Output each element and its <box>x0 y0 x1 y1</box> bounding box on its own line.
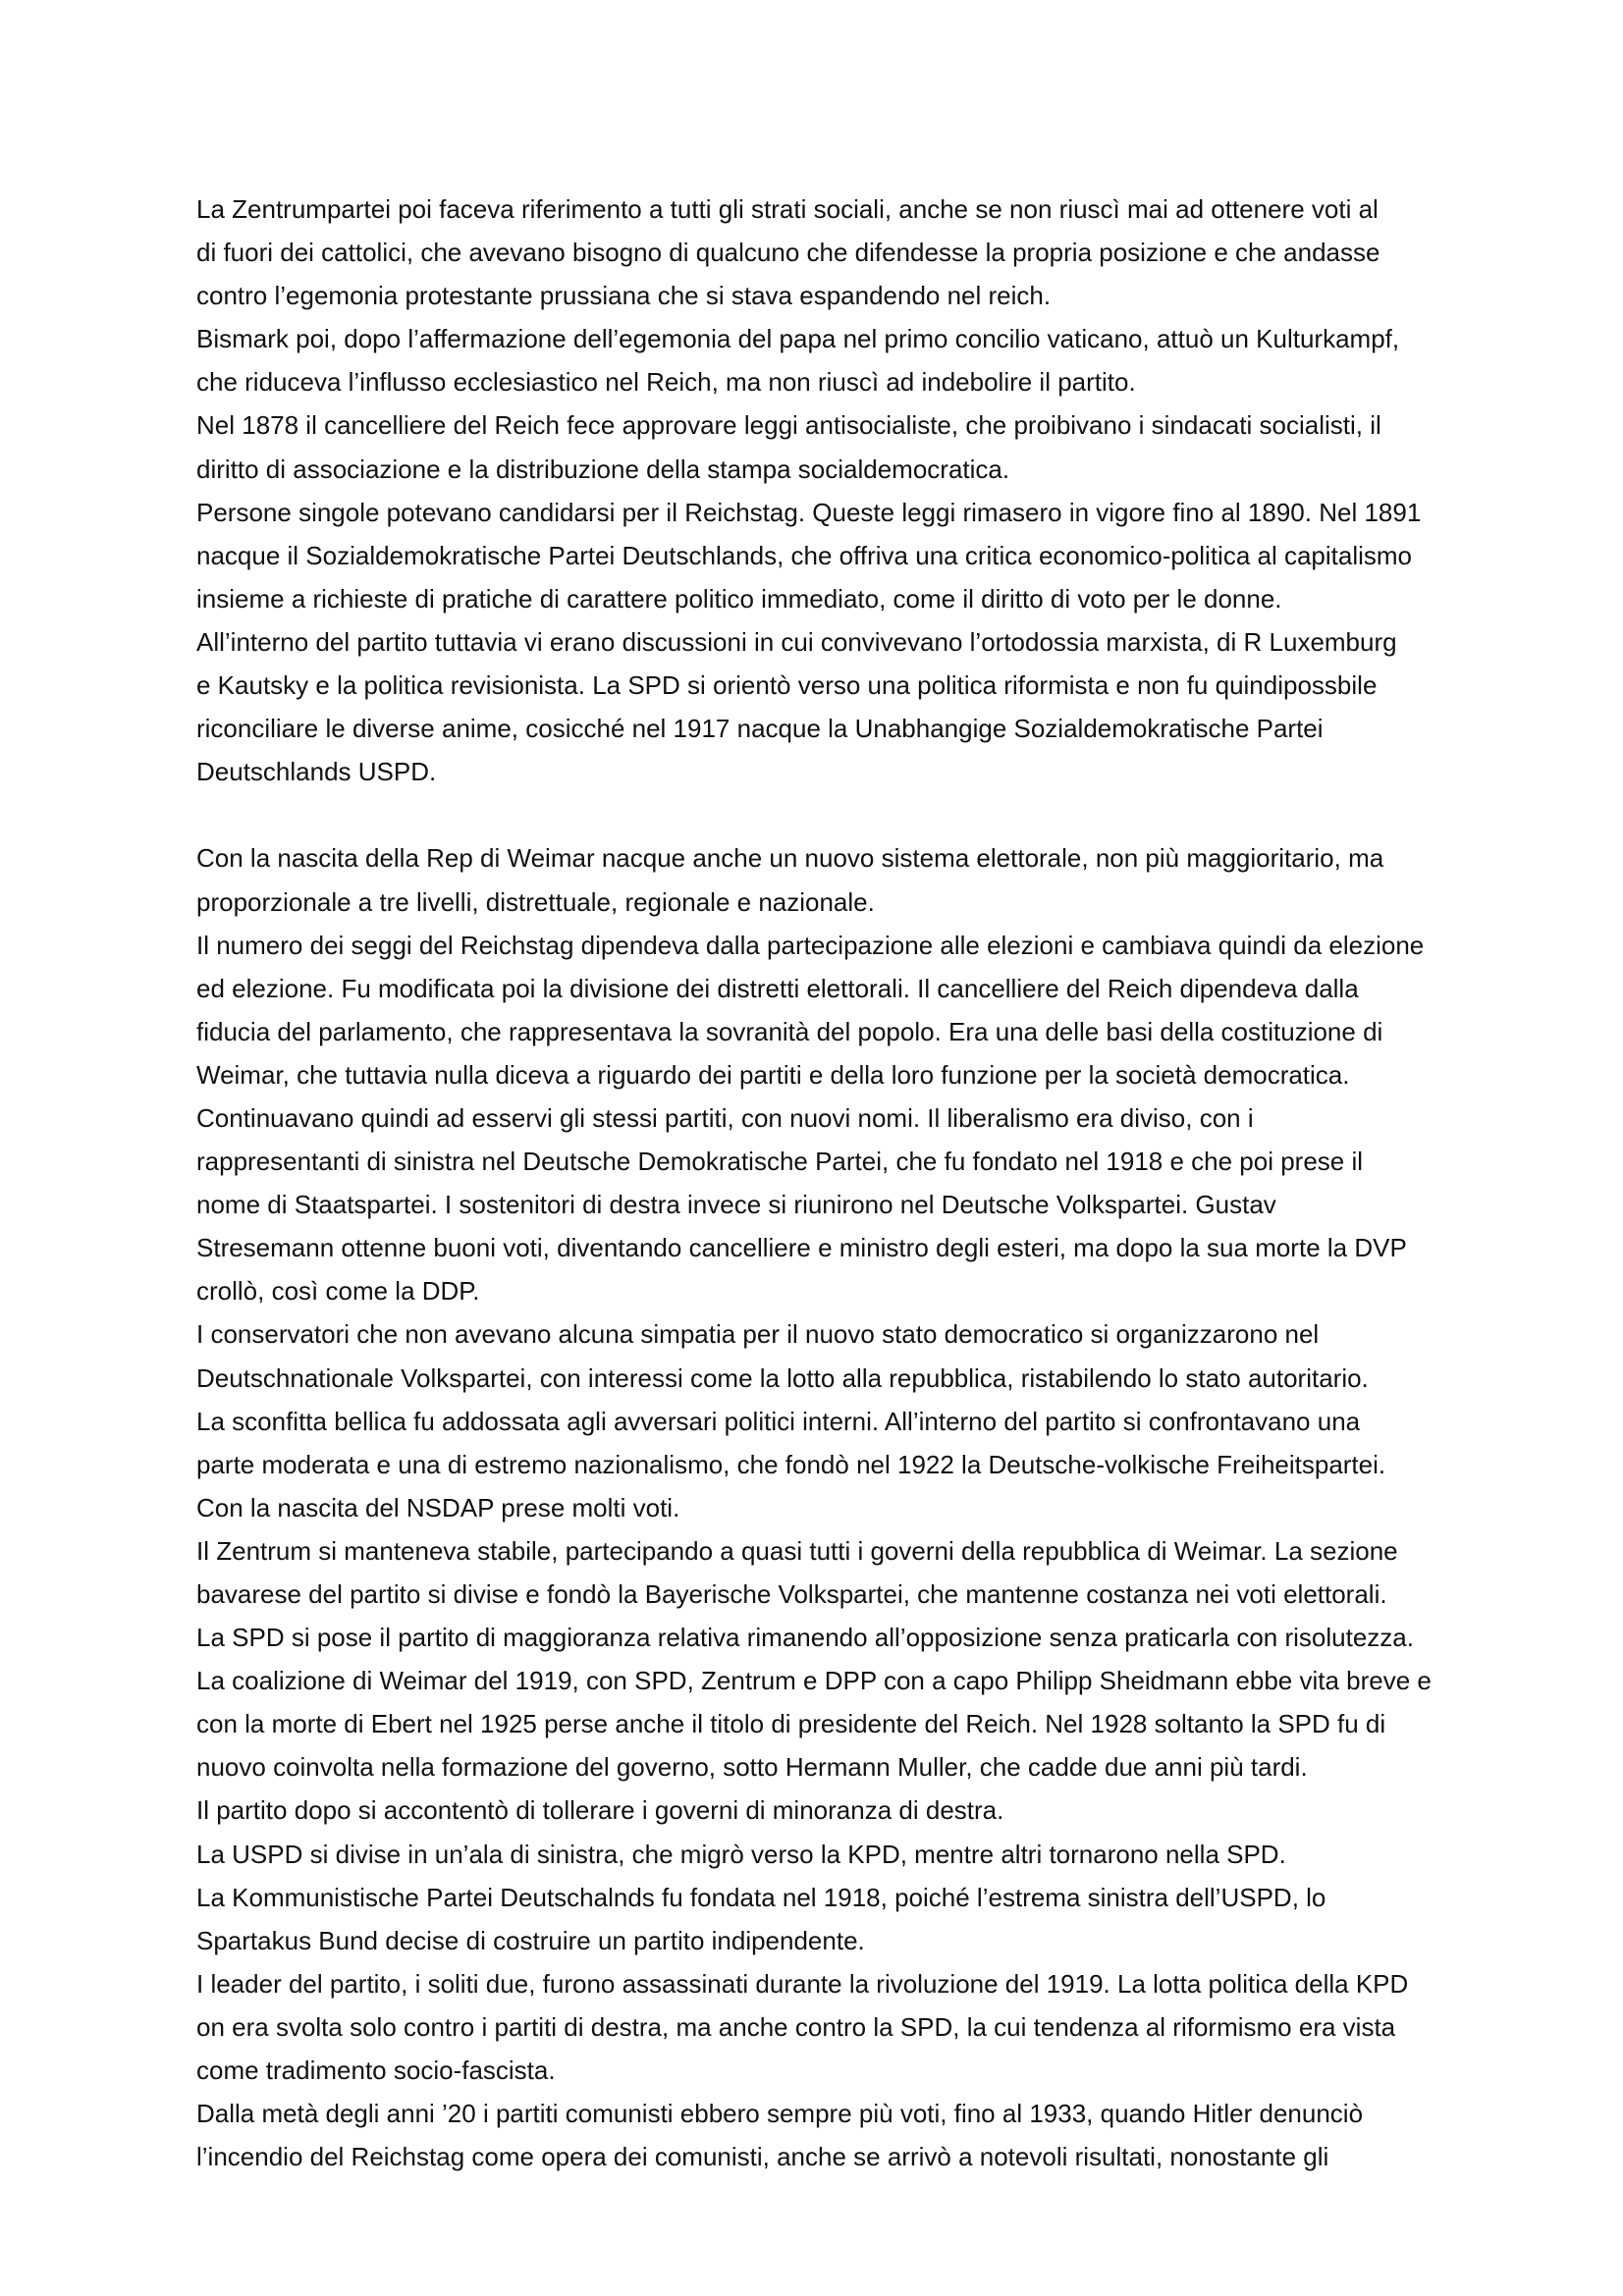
text-line: crollò, così come la DDP. <box>196 1276 480 1307</box>
text-line: Il numero dei seggi del Reichstag dipendeva dalla partecipazione alle elezioni e cambiava quindi da elezione <box>196 930 1425 960</box>
text-line: Dalla metà degli anni ’20 i partiti comunisti ebbero sempre più voti, fino al 1933, quando Hitler denunciò <box>196 2099 1364 2129</box>
text-line: La SPD si pose il partito di maggioranza relativa rimanendo all’opposizione senza praticarla con risolutezza. <box>196 1623 1414 1653</box>
paragraph-block-2 <box>196 836 1492 2178</box>
text-line: proporzionale a tre livelli, distrettuale, regionale e nazionale. <box>196 886 875 917</box>
text-line: La Zentrumpartei poi faceva riferimento a tutti gli strati sociali, anche se non riuscì mai ad ottenere voti al <box>196 194 1379 224</box>
text-line: ed elezione. Fu modificata poi la divisione dei distretti elettorali. Il cancelliere del Reich dipendeva dalla <box>196 973 1359 1003</box>
text-line: All’interno del partito tuttavia vi erano discussioni in cui convivevano l’ortodossia marxista, di R Luxemburg <box>196 626 1397 657</box>
text-line: come tradimento socio-fascista. <box>196 2056 556 2086</box>
text-line: di fuori dei cattolici, che avevano bisogno di qualcuno che difendesse la propria posizione e che andasse <box>196 238 1380 268</box>
text-line: Weimar, che tuttavia nulla diceva a riguardo dei partiti e della loro funzione per la società democratica. <box>196 1059 1350 1090</box>
text-line: I leader del partito, i soliti due, furono assassinati durante la rivoluzione del 1919. La lotta politica della KPD <box>196 1968 1409 1999</box>
text-line: Continuavano quindi ad esservi gli stessi partiti, con nuovi nomi. Il liberalismo era diviso, con i <box>196 1102 1254 1133</box>
text-line: Deutschlands USPD. <box>196 757 437 787</box>
text-line: che riduceva l’influsso ecclesiastico nel Reich, ma non riuscì ad indebolire il partito. <box>196 367 1136 398</box>
text-line: diritto di associazione e la distribuzione della stampa socialdemocratica. <box>196 454 1010 484</box>
text-line: Bismark poi, dopo l’affermazione dell’egemonia del papa nel primo concilio vaticano, attuò un Kulturkampf, <box>196 324 1400 354</box>
text-line: on era svolta solo contro i partiti di destra, ma anche contro la SPD, la cui tendenza al riformismo era vista <box>196 2011 1396 2042</box>
text-line: La Kommunistische Partei Deutschalnds fu fondata nel 1918, poiché l’estrema sinistra dell’USPD, lo <box>196 1882 1326 1912</box>
text-line: Il Zentrum si manteneva stabile, partecipando a quasi tutti i governi della repubblica di Weimar. La sezione <box>196 1535 1398 1566</box>
text-line: Nel 1878 il cancelliere del Reich fece approvare leggi antisocialiste, che proibivano i sindacati socialisti, il <box>196 410 1381 441</box>
text-line: insieme a richieste di pratiche di carattere politico immediato, come il diritto di voto per le donne. <box>196 583 1282 614</box>
text-line: bavarese del partito si divise e fondò la Bayerische Volkspartei, che mantenne costanza nei voti elettorali. <box>196 1579 1387 1609</box>
text-line: Con la nascita del NSDAP prese molti voti. <box>196 1492 680 1522</box>
paragraph-gap <box>196 793 1492 836</box>
text-line: nome di Staatspartei. I sostenitori di destra invece si riunirono nel Deutsche Volkspartei. Gustav <box>196 1190 1276 1220</box>
text-line: La USPD si divise in un’ala di sinistra, che migrò verso la KPD, mentre altri tornarono nella SPD. <box>196 1839 1286 1869</box>
text-line: e Kautsky e la politica revisionista. La SPD si orientò verso una politica riformista e non fu quindipossbile <box>196 670 1378 701</box>
text-line: fiducia del parlamento, che rappresentava la sovranità del popolo. Era una delle basi della costituzione di <box>196 1016 1383 1046</box>
text-line: Spartakus Bund decise di costruire un partito indipendente. <box>196 1925 865 1955</box>
text-line: I conservatori che non avevano alcuna simpatia per il nuovo stato democratico si organizzarono nel <box>196 1319 1320 1350</box>
document-page <box>196 187 1492 2178</box>
text-line: nuovo coinvolta nella formazione del governo, sotto Hermann Muller, che cadde due anni più tardi. <box>196 1752 1308 1783</box>
text-line: Il partito dopo si accontentò di tollerare i governi di minoranza di destra. <box>196 1795 1004 1826</box>
text-line: l’incendio del Reichstag come opera dei comunisti, anche se arrivò a notevoli risultati, nonostante gli <box>196 2142 1329 2172</box>
text-line: con la morte di Ebert nel 1925 perse anche il titolo di presidente del Reich. Nel 1928 soltanto la SPD fu di <box>196 1709 1386 1739</box>
text-line: La coalizione di Weimar del 1919, con SPD, Zentrum e DPP con a capo Philipp Sheidmann ebbe vita breve e <box>196 1666 1432 1696</box>
text-line: Deutschnationale Volkspartei, con interessi come la lotto alla repubblica, ristabilendo lo stato autoritario. <box>196 1362 1369 1393</box>
text-line: rappresentanti di sinistra nel Deutsche Demokratische Partei, che fu fondato nel 1918 e che poi prese il <box>196 1147 1364 1177</box>
text-line: contro l’egemonia protestante prussiana che si stava espandendo nel reich. <box>196 281 1052 311</box>
text-line: Stresemann ottenne buoni voti, diventando cancelliere e ministro degli esteri, ma dopo la sua morte la DVP <box>196 1233 1407 1263</box>
text-line: riconciliare le diverse anime, cosicché nel 1917 nacque la Unabhangige Sozialdemokratische Partei <box>196 714 1324 744</box>
text-line: La sconfitta bellica fu addossata agli avversari politici interni. All’interno del partito si confrontavano una <box>196 1406 1361 1436</box>
text-line: parte moderata e una di estremo nazionalismo, che fondò nel 1922 la Deutsche-volkische Freiheitspartei. <box>196 1449 1386 1479</box>
text-line: Persone singole potevano candidarsi per il Reichstag. Queste leggi rimasero in vigore fino al 1890. Nel 1891 <box>196 497 1422 527</box>
text-line: nacque il Sozialdemokratische Partei Deutschlands, che offriva una critica economico-politica al capitalismo <box>196 540 1413 570</box>
text-line: Con la nascita della Rep di Weimar nacque anche un nuovo sistema elettorale, non più maggioritario, ma <box>196 843 1384 874</box>
paragraph-block-1 <box>196 187 1492 793</box>
